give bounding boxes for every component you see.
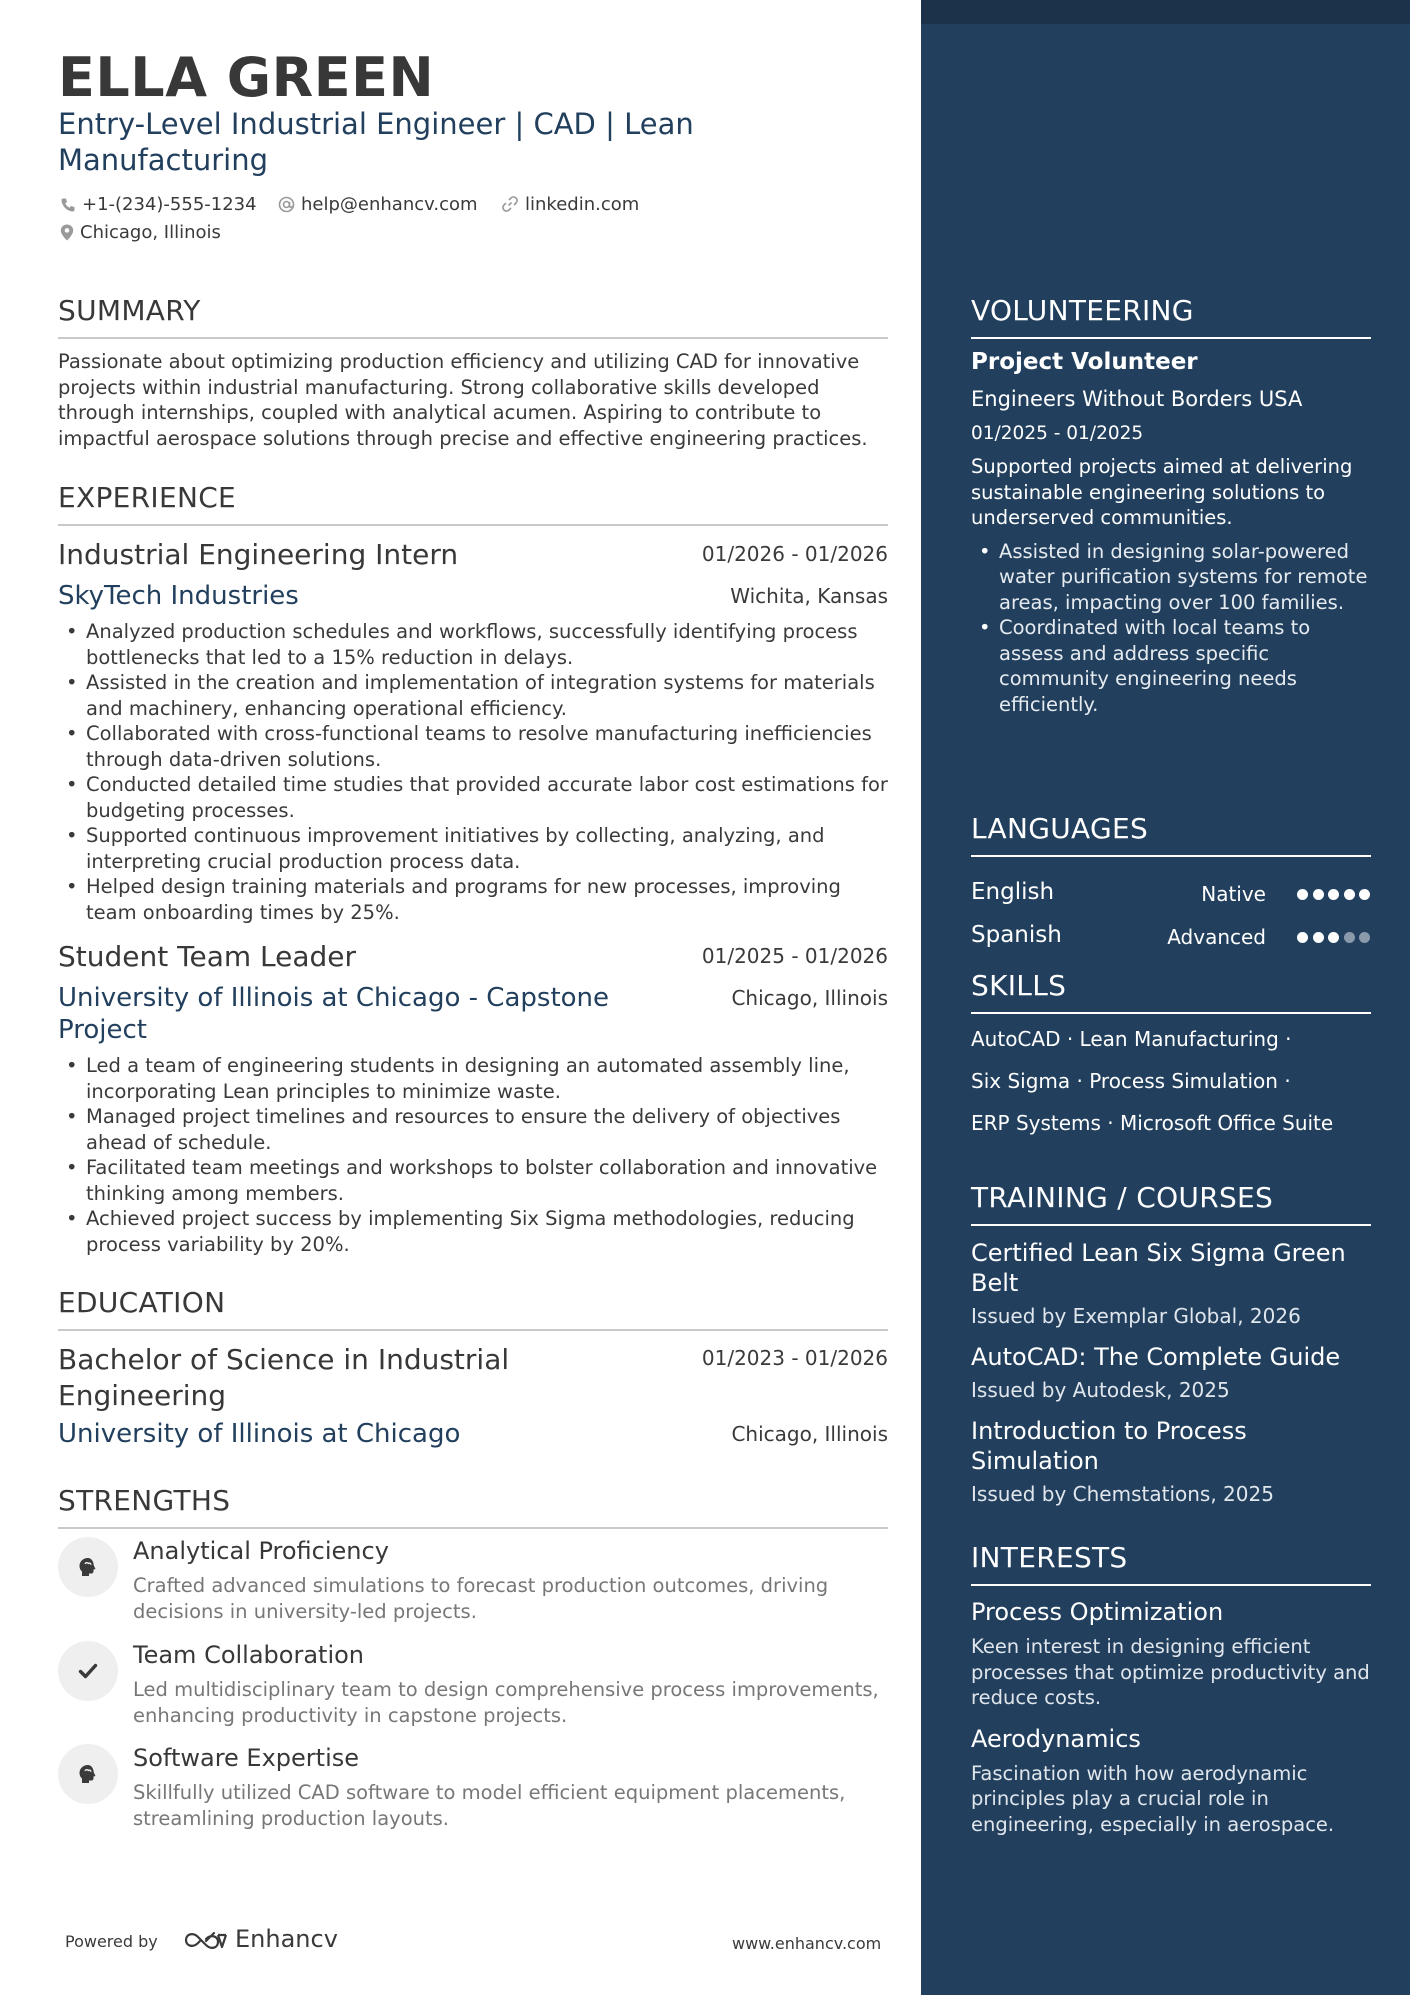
interest-description: Keen interest in designing efficient processes that optimize productivity and reduce costs.	[971, 1635, 1370, 1709]
job-bullets	[58, 1053, 888, 1257]
strengths-heading: STRENGTHS	[58, 1484, 888, 1529]
education-dates: 01/2023 - 01/2026	[701, 1346, 888, 1370]
interests-heading: INTERESTS	[971, 1541, 1371, 1586]
strength-icon-badge	[58, 1641, 118, 1701]
school-name: University of Illinois at Chicago	[58, 1419, 461, 1449]
job-bullets	[58, 619, 888, 925]
candidate-title: Entry-Level Industrial Engineer | CAD | Lean Manufacturing	[58, 107, 694, 177]
bullet-item: • Managed project timelines and resources to ensure the delivery of objectives ahead of schedule.	[58, 1104, 888, 1155]
interests-section	[971, 1541, 1371, 1837]
skill-line: AutoCAD · Lean Manufacturing ·	[971, 1027, 1292, 1051]
email-text: help@enhancv.com	[301, 194, 478, 215]
volunteer-bullets	[971, 539, 1371, 718]
linkedin-text: linkedin.com	[525, 194, 640, 215]
bullet-item: • Facilitated team meetings and workshops to bolster collaboration and innovative thinking among members.	[58, 1155, 888, 1206]
strength-title: Team Collaboration	[133, 1641, 365, 1669]
bullet-item: • Analyzed production schedules and workflows, successfully identifying process bottlenecks that led to a 15% reduction in delays.	[58, 619, 888, 670]
volunteer-organization: Engineers Without Borders USA	[971, 387, 1303, 411]
rating-dot-filled	[1328, 889, 1339, 900]
course-issuer: Issued by Exemplar Global, 2026	[971, 1304, 1301, 1328]
strength-description: Skillfully utilized CAD software to model efficient equipment placements, streamlining production layouts.	[133, 1781, 846, 1830]
language-row	[971, 879, 1371, 909]
check-icon	[77, 1660, 99, 1682]
training-heading: TRAINING / COURSES	[971, 1181, 1371, 1226]
interest-title: Process Optimization	[971, 1598, 1224, 1626]
job-location: Chicago, Illinois	[731, 986, 888, 1010]
strength-icon-badge	[58, 1537, 118, 1597]
languages-heading: LANGUAGES	[971, 812, 1371, 857]
candidate-name: ELLA GREEN	[58, 46, 435, 109]
course-issuer: Issued by Autodesk, 2025	[971, 1378, 1230, 1402]
strength-title: Software Expertise	[133, 1744, 360, 1772]
education-section	[58, 1286, 888, 1331]
strength-icon-badge	[58, 1744, 118, 1804]
strength-description: Led multidisciplinary team to design comprehensive process improvements, enhancing productivity in capstone projects.	[133, 1678, 879, 1727]
bullet-item: • Led a team of engineering students in designing an automated assembly line, incorporating Lean principles to minimize waste.	[58, 1053, 888, 1104]
summary-section	[58, 294, 888, 451]
volunteer-description: Supported projects aimed at delivering sustainable engineering solutions to underserved communities.	[971, 455, 1353, 529]
interest-title: Aerodynamics	[971, 1724, 1141, 1753]
contact-location	[60, 222, 221, 243]
bullet-item: • Assisted in designing solar-powered water purification systems for remote areas, impacting over 100 families.	[971, 539, 1371, 616]
course-title: Introduction to Process Simulation	[971, 1417, 1247, 1475]
volunteer-role: Project Volunteer	[971, 349, 1198, 375]
experience-heading: EXPERIENCE	[58, 481, 888, 526]
bullet-item: • Conducted detailed time studies that provided accurate labor cost estimations for budgeting processes.	[58, 772, 888, 823]
volunteering-section	[971, 294, 1371, 717]
degree-title: Bachelor of Science in Industrial Engineering	[58, 1343, 510, 1412]
skills-heading: SKILLS	[971, 969, 1371, 1014]
language-name: Spanish	[971, 922, 1062, 948]
footer-url[interactable]: www.enhancv.com	[732, 1934, 882, 1953]
sidebar	[921, 0, 1410, 1995]
language-rating	[1297, 889, 1371, 901]
strength-description: Crafted advanced simulations to forecast production outcomes, driving decisions in university-led projects.	[133, 1574, 829, 1623]
rating-dot-filled	[1359, 889, 1370, 900]
summary-heading: SUMMARY	[58, 294, 888, 339]
course-title: AutoCAD: The Complete Guide	[971, 1343, 1341, 1371]
brain-icon	[77, 1763, 99, 1785]
footer-powered-by: Powered by	[65, 1932, 158, 1951]
contact-phone[interactable]	[60, 194, 257, 215]
bullet-item: • Helped design training materials and programs for new processes, improving team onboarding times by 25%.	[58, 874, 888, 925]
job-title: Industrial Engineering Intern	[58, 538, 459, 571]
location-text: Chicago, Illinois	[80, 222, 221, 243]
language-rating	[1297, 932, 1371, 944]
job-dates: 01/2026 - 01/2026	[701, 542, 888, 566]
summary-text: Passionate about optimizing production efficiency and utilizing CAD for innovative projects within industrial manufacturing. Strong collaborative skills developed through internships, coupled with analytical acumen. Aspiring to contribute to impactful aerospace solutions through precise and effective engineering practices.	[58, 350, 868, 450]
bullet-item: • Coordinated with local teams to assess and address specific community engineering needs efficiently.	[971, 615, 1371, 717]
enhancv-logo-icon	[183, 1929, 229, 1951]
rating-dot-filled	[1313, 889, 1324, 900]
education-heading: EDUCATION	[58, 1286, 888, 1331]
bullet-item: • Achieved project success by implementing Six Sigma methodologies, reducing process variability by 20%.	[58, 1206, 888, 1257]
bullet-item: • Supported continuous improvement initiatives by collecting, analyzing, and interpreting crucial production process data.	[58, 823, 888, 874]
language-name: English	[971, 879, 1055, 905]
contact-linkedin[interactable]	[501, 194, 639, 215]
link-icon	[501, 195, 519, 213]
volunteer-dates: 01/2025 - 01/2025	[971, 423, 1144, 444]
skill-line: Six Sigma · Process Simulation ·	[971, 1069, 1291, 1093]
at-icon	[278, 196, 295, 213]
strength-title: Analytical Proficiency	[133, 1537, 389, 1565]
job-dates: 01/2025 - 01/2026	[701, 944, 888, 968]
job-title: Student Team Leader	[58, 940, 357, 973]
bullet-item: • Collaborated with cross-functional teams to resolve manufacturing inefficiencies through data-driven solutions.	[58, 721, 888, 772]
footer-brand-logo[interactable]	[183, 1925, 338, 1953]
rating-dot-filled	[1328, 932, 1339, 943]
language-row	[971, 922, 1371, 952]
job-company: University of Illinois at Chicago - Capstone Project	[58, 983, 610, 1045]
sidebar-top-bar	[921, 0, 1410, 24]
job-company: SkyTech Industries	[58, 581, 299, 611]
location-pin-icon	[60, 224, 74, 241]
volunteering-heading: VOLUNTEERING	[971, 294, 1371, 339]
rating-dot-filled	[1344, 889, 1355, 900]
experience-section	[58, 481, 888, 526]
footer-brand-text: Enhancv	[235, 1925, 338, 1953]
rating-dot-empty	[1344, 932, 1355, 943]
brain-icon	[77, 1556, 99, 1578]
phone-text: +1-(234)-555-1234	[82, 194, 257, 215]
skill-line: ERP Systems · Microsoft Office Suite	[971, 1111, 1334, 1135]
rating-dot-filled	[1313, 932, 1324, 943]
interest-description: Fascination with how aerodynamic principles play a crucial role in engineering, especially in aerospace.	[971, 1761, 1335, 1836]
bullet-item: • Assisted in the creation and implementation of integration systems for materials and machinery, enhancing operational efficiency.	[58, 670, 888, 721]
school-location: Chicago, Illinois	[731, 1422, 888, 1446]
contact-email[interactable]	[278, 194, 478, 215]
language-level: Advanced	[1167, 925, 1266, 949]
languages-section	[971, 812, 1371, 949]
training-section	[971, 1181, 1371, 1506]
course-title: Certified Lean Six Sigma Green Belt	[971, 1239, 1346, 1297]
strengths-section	[58, 1484, 888, 1529]
rating-dot-filled	[1297, 932, 1308, 943]
language-level: Native	[1201, 882, 1266, 906]
skills-section	[971, 969, 1371, 1135]
course-issuer: Issued by Chemstations, 2025	[971, 1482, 1274, 1506]
job-location: Wichita, Kansas	[730, 584, 888, 608]
phone-icon	[60, 197, 76, 213]
rating-dot-empty	[1359, 932, 1370, 943]
rating-dot-filled	[1297, 889, 1308, 900]
